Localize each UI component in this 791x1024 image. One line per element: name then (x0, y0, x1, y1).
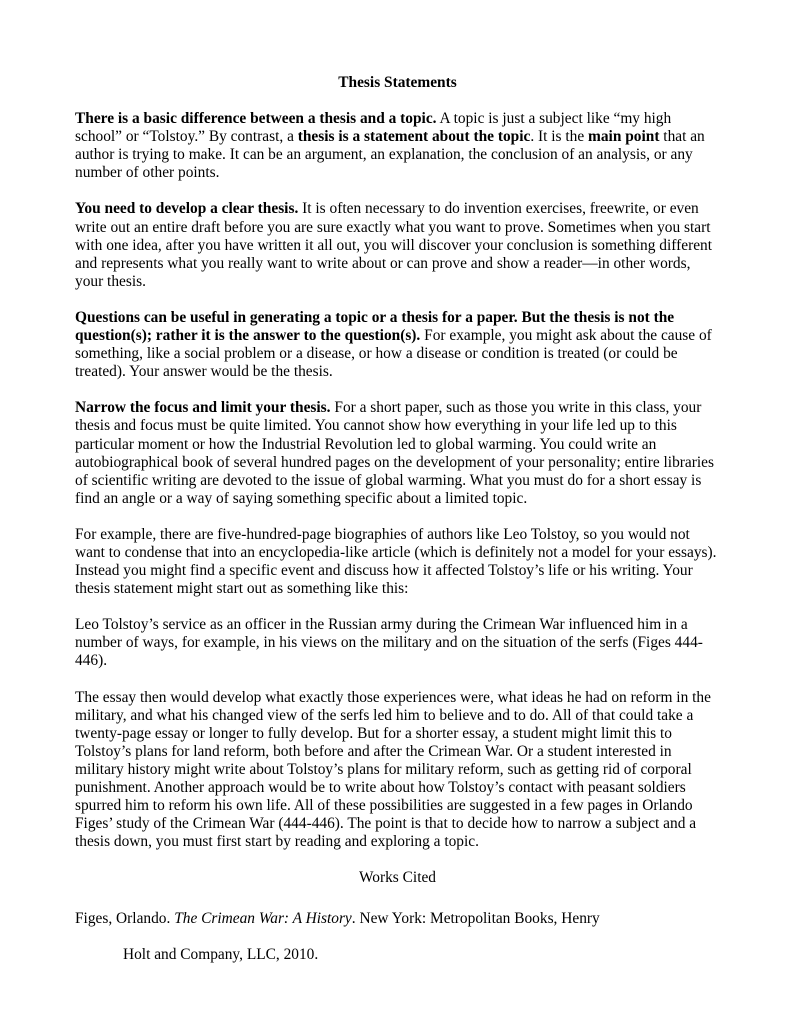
text-run: For a short paper, such as those you write in this class, your thesis and focus must be quite limited. You cannot show how everything in your life led up to this particular moment or how the Industrial Revolution led to global warming. You could write an autobiographical book of several hundred pages on the development of your personality; entire libraries of scientific writing are devoted to the issue of global warming. What you must do for a short essay is find an angle or a way of saying something specific about a limited topic. (75, 399, 714, 507)
works-cited-heading: Works Cited (359, 869, 436, 887)
text-run: A topic is just a subject like “my high school” or “Tolstoy.” By contrast, a (75, 110, 672, 146)
document-body (75, 110, 720, 851)
text-run: The essay then would develop what exactly those experiences were, what ideas he had on reform in the military, and what his changed view of the serfs led him to believe and to do. All of that could take a twenty-page essay or longer to fully develop. But for a shorter essay, a student might limit this to Tolstoy’s plans for land reform, both before and after the Crimean War. Or a student interested in military history might write about Tolstoy’s plans for military reform, such as getting rid of corporal punishment. Another approach would be to write about how Tolstoy’s contact with peasant soldiers spurred him to reform his own life. All of these possibilities are suggested in a few pages in Orlando Figes’ study of the Crimean War (444-446). The point is that to decide how to narrow a subject and a thesis down, you must first start by reading and exploring a topic. (75, 688, 711, 851)
paragraph (75, 616, 720, 670)
citation-publisher-line2: Holt and Company, LLC, 2010. (123, 946, 319, 964)
citation-book-title: The Crimean War: A History (174, 910, 352, 928)
bold-text-run: main point (588, 128, 660, 146)
bold-text-run: Narrow the focus and limit your thesis. (75, 399, 331, 417)
text-run: . It is the (530, 128, 589, 146)
text-run: For example, there are five-hundred-page biographies of authors like Leo Tolstoy, so you would not want to condense that into an encyclopedia-like article (which is definitely not a model for your essays). Instead you might find a specific event and discuss how it affected Tolstoy’s life or his writing. Your thesis statement might start out as something like this: (75, 525, 717, 598)
text-run: It is often necessary to do invention exercises, freewrite, or even write out an entire draft before you are sure exactly what you want to prove. Sometimes when you start with one idea, after you have written it all out, you will discover your conclusion is something different and represents what you really want to write about or can prove and show a reader—in other words, your thesis. (75, 200, 712, 290)
paragraph (75, 399, 720, 508)
paragraph (75, 110, 720, 182)
paragraph (75, 689, 720, 852)
document-title: Thesis Statements (338, 74, 457, 91)
text-run: that an author is trying to make. It can be an argument, an explanation, the conclusion of an analysis, or any number of other points. (75, 128, 705, 182)
bold-text-run: thesis is a statement about the topic (297, 128, 531, 146)
citation-entry (75, 905, 720, 968)
paragraph (75, 200, 720, 290)
citation-publisher-line1: . New York: Metropolitan Books, Henry (351, 910, 600, 928)
bold-text-run: Questions can be useful in generating a topic or a thesis for a paper. But the thesis is not the question(s); rather it is the answer to the question(s). (75, 308, 675, 345)
citation-author: Figes, Orlando. (75, 910, 175, 928)
text-run: For example, you might ask about the cause of something, like a social problem or a disease, or how a disease or condition is treated (or could be treated). Your answer would be the thesis. (75, 327, 712, 381)
bold-text-run: You need to develop a clear thesis. (75, 200, 299, 218)
paragraph (75, 309, 720, 381)
bold-text-run: There is a basic difference between a thesis and a topic. (75, 110, 437, 128)
text-run: Leo Tolstoy’s service as an officer in the Russian army during the Crimean War influenced him in a number of ways, for example, in his views on the military and on the situation of the serfs (Figes 444-446). (75, 616, 703, 670)
paragraph (75, 526, 720, 598)
document-page (75, 74, 720, 986)
